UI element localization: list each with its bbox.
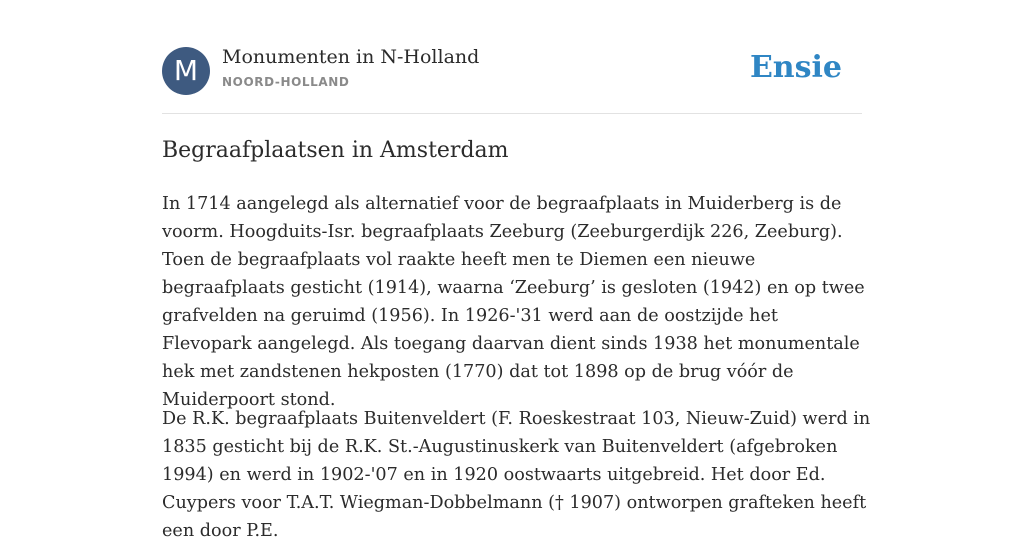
article-paragraph: In 1714 aangelegd als alternatief voor de begraafplaats in Muiderberg is de voorm. Hoogduits-Isr. begraafplaats Zeeburg (Zeeburgerdijk 226, Zeeburg). Toen de begraafplaats vol raakte heeft men te Diemen een nieuwe begraafplaats gesticht (1914), waarna ‘Zeeburg’ is gesloten (1942) en op twee grafvelden na geruimd (1956). In 1926-'31 werd aan de oostzijde het Flevopark aangelegd. Als toegang daarvan dient sinds 1938 het monumentale hek met zandstenen hekposten (1770) dat tot 1898 op de brug vóór de Muiderpoort stond.	[162, 194, 865, 410]
avatar[interactable]: M	[162, 47, 210, 95]
source-title-link[interactable]: Monumenten in N-Holland	[222, 46, 480, 68]
divider	[162, 113, 862, 114]
source-region-label: NOORD-HOLLAND	[222, 75, 350, 89]
source-header	[162, 46, 862, 96]
article-paragraph: De R.K. begraafplaats Buitenveldert (F. Roeskestraat 103, Nieuw-Zuid) werd in 1835 gesticht bij de R.K. St.-Augustinuskerk van Buitenveldert (afgebroken 1994) en werd in 1902-'07 en in 1920 oostwaarts uitgebreid. Het door Ed. Cuypers voor T.A.T. Wiegman-Dobbelmann († 1907) ontworpen grafteken heeft een door P.E.	[162, 409, 871, 541]
article-title: Begraafplaatsen in Amsterdam	[162, 138, 509, 163]
brand-logo[interactable]: Ensie	[749, 50, 842, 85]
